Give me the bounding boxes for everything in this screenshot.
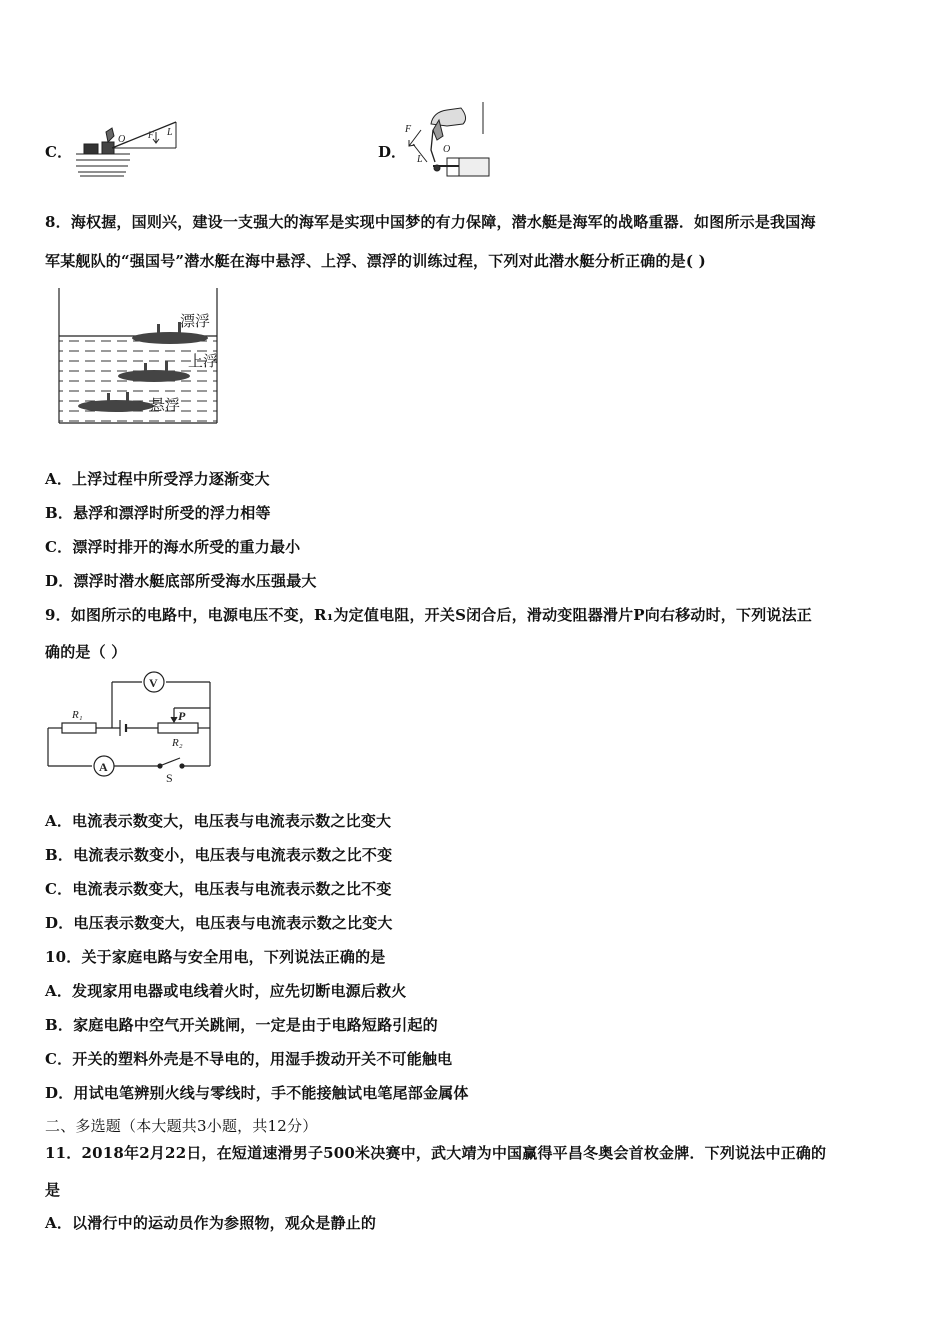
- section2-heading: 二、多选题（本大题共3小题，共12分）: [45, 1117, 318, 1135]
- q8-stem-line1: 8．海权握，国则兴，建设一支强大的海军是实现中国梦的有力保障，潜水艇是海军的战略重器．如图所示是我国海: [45, 213, 816, 231]
- q7-figure-c-label-f: F: [148, 130, 154, 140]
- q10-option-c: C．开关的塑料外壳是不导电的，用湿手拨动开关不可能触电: [45, 1050, 453, 1068]
- q9-option-c: C．电流表示数变大，电压表与电流表示数之比不变: [45, 880, 392, 898]
- q7-option-c-label: C．: [45, 143, 73, 161]
- q9-slider-label: P: [178, 709, 186, 723]
- q8-submarine-figure: [52, 286, 222, 426]
- q9-switch-label: S: [166, 771, 173, 785]
- q10-stem: 10．关于家庭电路与安全用电，下列说法正确的是: [45, 948, 386, 966]
- q11-option-a: A．以滑行中的运动员作为参照物，观众是静止的: [45, 1214, 377, 1232]
- q9-option-b: B．电流表示数变小，电压表与电流表示数之比不变: [45, 846, 393, 864]
- q8-option-b: B．悬浮和漂浮时所受的浮力相等: [45, 504, 271, 522]
- q11-stem-line1: 11．2018年2月22日，在短道速滑男子500米决赛中，武大靖为中国赢得平昌冬奥会首枚金牌．下列说法中正确的: [45, 1144, 827, 1162]
- q9-stem-line1: 9．如图所示的电路中，电源电压不变，R₁为定值电阻，开关S闭合后，滑动变阻器滑片P向右移动时，下列说法正: [45, 606, 812, 624]
- q8-stem-line2: 军某舰队的“强国号”潜水艇在海中悬浮、上浮、漂浮的训练过程，下列对此潜水艇分析正确的是( ): [45, 252, 706, 270]
- q7-figure-d: [403, 100, 491, 182]
- q7-figure-d-label-o: O: [443, 144, 451, 155]
- q9-ammeter-label: A: [99, 760, 108, 774]
- q9-r1-label: R₁: [72, 709, 83, 721]
- q11-stem-line2: 是: [45, 1181, 61, 1199]
- q9-option-d: D．电压表示数变大，电压表与电流表示数之比变大: [45, 914, 393, 932]
- q9-circuit-figure: [42, 668, 220, 786]
- q7-figure-d-label-f: F: [405, 124, 412, 135]
- q9-r2-label: R₂: [172, 737, 183, 749]
- q9-stem-line2: 确的是（ ）: [45, 643, 127, 661]
- q9-voltmeter-label: V: [149, 676, 158, 690]
- q8-option-c: C．漂浮时排开的海水所受的重力最小: [45, 538, 301, 556]
- q8-option-d: D．漂浮时潜水艇底部所受海水压强最大: [45, 572, 317, 590]
- q10-option-d: D．用试电笔辨别火线与零线时，手不能接触试电笔尾部金属体: [45, 1084, 469, 1102]
- q10-option-a: A．发现家用电器或电线着火时，应先切断电源后救火: [45, 982, 407, 1000]
- q8-label-suspended: 悬浮: [150, 398, 181, 414]
- q8-label-rising: 上浮: [188, 354, 219, 370]
- q9-option-a: A．电流表示数变大，电压表与电流表示数之比变大: [45, 812, 392, 830]
- q7-figure-c-label-l: L: [167, 127, 173, 138]
- q7-figure-c: [72, 118, 182, 180]
- q7-figure-d-label-l: L: [417, 154, 423, 165]
- q8-label-floating: 漂浮: [180, 314, 211, 330]
- q7-option-d-label: D．: [378, 143, 407, 161]
- q8-option-a: A．上浮过程中所受浮力逐渐变大: [45, 470, 270, 488]
- q7-figure-c-label-o: O: [118, 134, 126, 145]
- q10-option-b: B．家庭电路中空气开关跳闸，一定是由于电路短路引起的: [45, 1016, 438, 1034]
